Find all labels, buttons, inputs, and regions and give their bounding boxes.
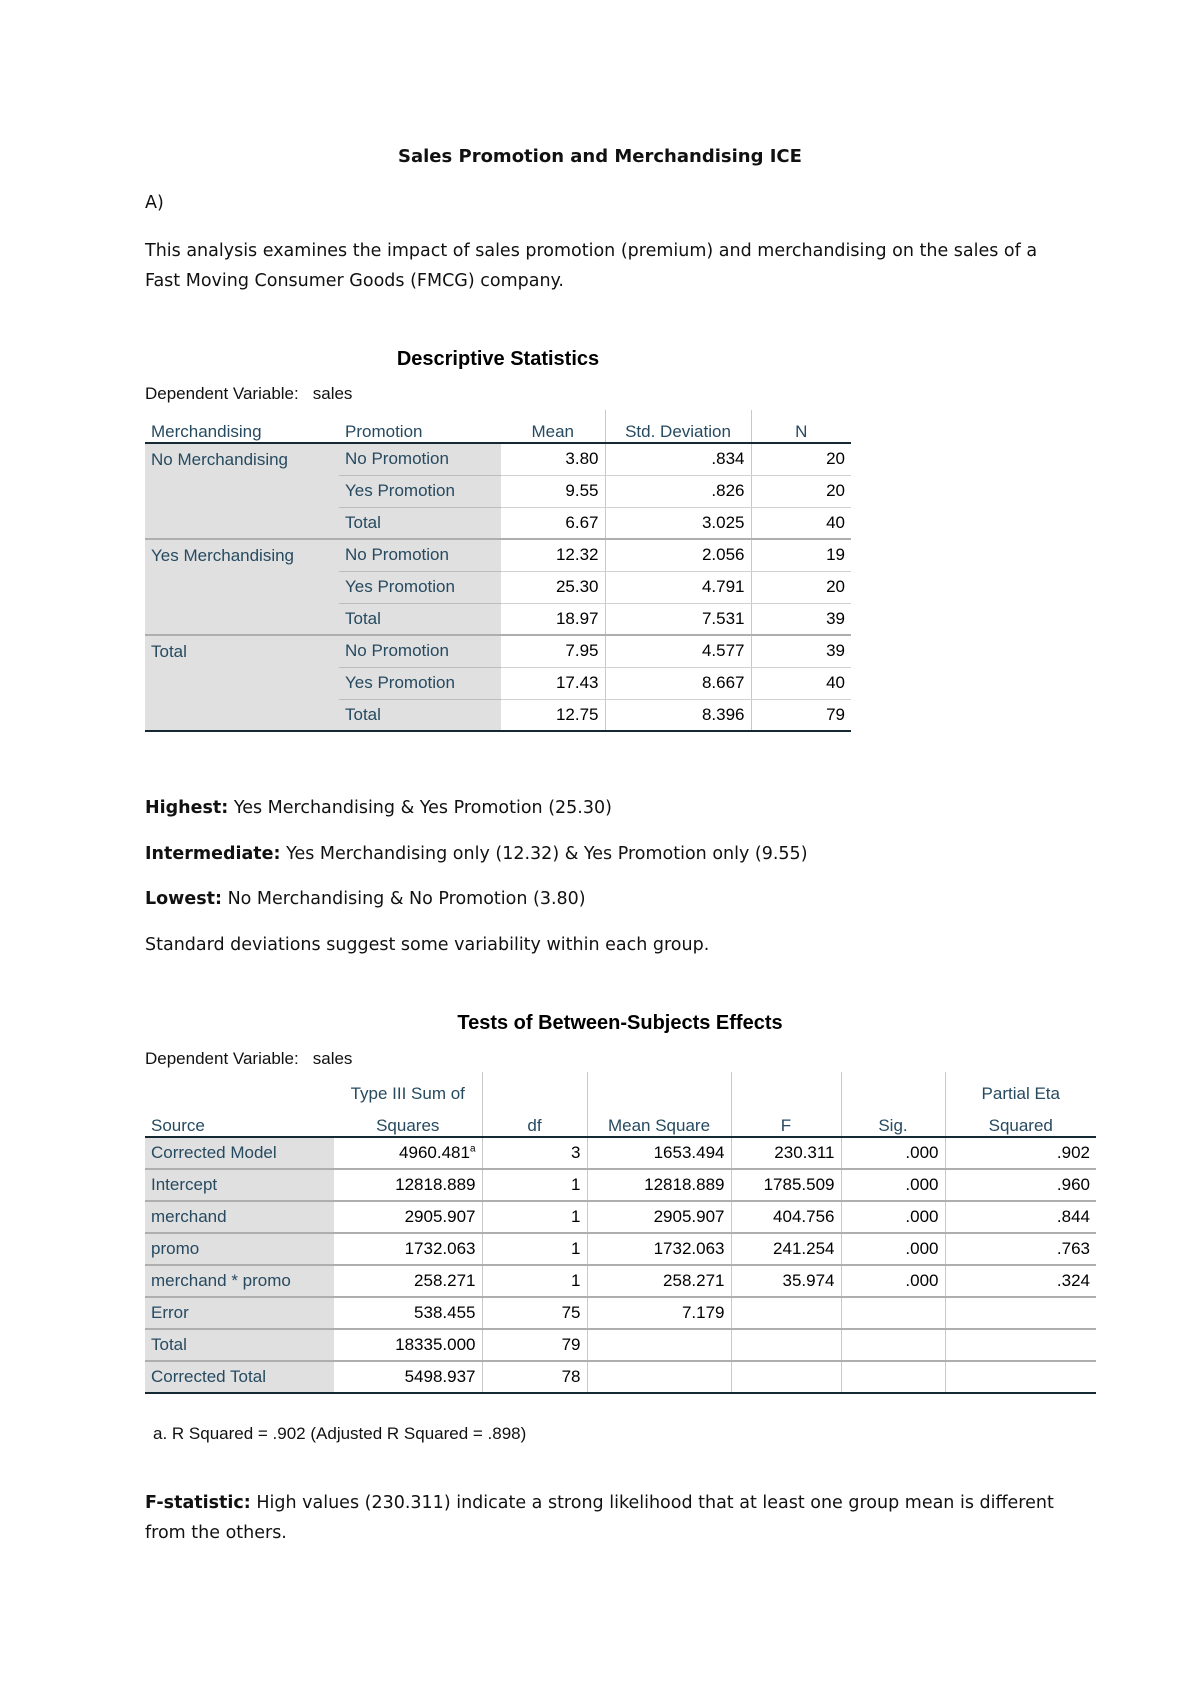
intro-paragraph: This analysis examines the impact of sales promotion (premium) and merchandising on the sales of a Fast Moving Consumer Goods (FMCG) company. (145, 241, 1038, 291)
fstat-label: F-statistic: (145, 1493, 251, 1513)
table-row (145, 635, 851, 667)
n-value: 40 (751, 507, 851, 539)
promotion-label: No Promotion (339, 443, 501, 475)
f-value: 1785.509 (731, 1169, 841, 1201)
descriptive-body (145, 443, 851, 731)
document-title: Sales Promotion and Merchandising ICE (398, 146, 802, 167)
sd-value: 7.531 (605, 603, 751, 635)
ss-value: 12818.889 (334, 1169, 482, 1201)
descriptive-dependent-variable (145, 384, 352, 404)
mean-value: 3.80 (501, 443, 605, 475)
table-row (145, 1233, 1096, 1265)
ms-value (587, 1329, 731, 1361)
f-value: 241.254 (731, 1233, 841, 1265)
f-value: 230.311 (731, 1137, 841, 1169)
promotion-label: No Promotion (339, 539, 501, 571)
eta-value: .960 (945, 1169, 1096, 1201)
dep-var-value: sales (312, 384, 353, 403)
ms-value: 2905.907 (587, 1201, 731, 1233)
sd-value: 4.577 (605, 635, 751, 667)
source-label: Corrected Model (145, 1137, 334, 1169)
group-label: Yes Merchandising (145, 539, 339, 635)
df-value: 3 (482, 1137, 587, 1169)
ss-value: 5498.937 (334, 1361, 482, 1393)
sd-value: 2.056 (605, 539, 751, 571)
source-label: Error (145, 1297, 334, 1329)
eta-value: .763 (945, 1233, 1096, 1265)
table-row (145, 1169, 1096, 1201)
f-value (731, 1329, 841, 1361)
col-header-promotion: Promotion (339, 410, 501, 443)
mean-value: 7.95 (501, 635, 605, 667)
col-header-std-deviation: Std. Deviation (605, 410, 751, 443)
finding-lowest (145, 889, 586, 909)
n-value: 20 (751, 475, 851, 507)
promotion-label: No Promotion (339, 635, 501, 667)
col-header-eta-line1: Partial Eta (945, 1072, 1096, 1104)
f-value (731, 1361, 841, 1393)
n-value: 39 (751, 603, 851, 635)
finding-lowest-label: Lowest: (145, 889, 222, 909)
table-row (145, 539, 851, 571)
mean-value: 12.32 (501, 539, 605, 571)
ms-value: 7.179 (587, 1297, 731, 1329)
table-row (145, 443, 851, 475)
n-value: 40 (751, 667, 851, 699)
finding-lowest-text: No Merchandising & No Promotion (3.80) (222, 889, 586, 909)
table-row (145, 1329, 1096, 1361)
between-subjects-effects-table (145, 1072, 1096, 1394)
col-header-source: Source (145, 1104, 334, 1137)
anova-body (145, 1137, 1096, 1393)
mean-value: 18.97 (501, 603, 605, 635)
f-value (731, 1297, 841, 1329)
source-label: promo (145, 1233, 334, 1265)
df-value: 1 (482, 1169, 587, 1201)
sd-value: 8.396 (605, 699, 751, 731)
n-value: 20 (751, 443, 851, 475)
ms-value: 1732.063 (587, 1233, 731, 1265)
col-header-sig: Sig. (841, 1104, 945, 1137)
promotion-label: Yes Promotion (339, 475, 501, 507)
col-header-n: N (751, 410, 851, 443)
promotion-label: Yes Promotion (339, 571, 501, 603)
col-header-mean: Mean (501, 410, 605, 443)
f-value: 35.974 (731, 1265, 841, 1297)
source-label: merchand (145, 1201, 334, 1233)
finding-highest (145, 798, 612, 818)
sig-value: .000 (841, 1169, 945, 1201)
anova-table-title: Tests of Between-Subjects Effects (457, 1012, 783, 1034)
col-header-eta-line2: Squared (945, 1104, 1096, 1137)
n-value: 20 (751, 571, 851, 603)
eta-value (945, 1329, 1096, 1361)
eta-value: .902 (945, 1137, 1096, 1169)
finding-intermediate-text: Yes Merchandising only (12.32) & Yes Promotion only (9.55) (280, 844, 808, 864)
promotion-label: Total (339, 603, 501, 635)
ms-value: 12818.889 (587, 1169, 731, 1201)
ss-value: 1732.063 (334, 1233, 482, 1265)
col-header-mean-square: Mean Square (587, 1104, 731, 1137)
table-row (145, 1201, 1096, 1233)
sd-value: 3.025 (605, 507, 751, 539)
df-value: 1 (482, 1265, 587, 1297)
df-value: 78 (482, 1361, 587, 1393)
col-header-merchandising: Merchandising (145, 410, 339, 443)
df-value: 1 (482, 1201, 587, 1233)
mean-value: 9.55 (501, 475, 605, 507)
sig-value: .000 (841, 1265, 945, 1297)
sig-value (841, 1361, 945, 1393)
fstat-paragraph (145, 1488, 1065, 1548)
eta-value (945, 1297, 1096, 1329)
group-label: No Merchandising (145, 443, 339, 539)
ss-value: 2905.907 (334, 1201, 482, 1233)
col-header-ss-line2: Squares (334, 1104, 482, 1137)
source-label: merchand * promo (145, 1265, 334, 1297)
sd-value: 8.667 (605, 667, 751, 699)
descriptive-statistics-table (145, 410, 851, 732)
sd-value: 4.791 (605, 571, 751, 603)
group-label: Total (145, 635, 339, 731)
eta-value: .324 (945, 1265, 1096, 1297)
source-label: Intercept (145, 1169, 334, 1201)
mean-value: 6.67 (501, 507, 605, 539)
n-value: 39 (751, 635, 851, 667)
ss-value: 258.271 (334, 1265, 482, 1297)
descriptive-table-title: Descriptive Statistics (396, 348, 600, 370)
finding-highest-label: Highest: (145, 798, 229, 818)
dep-var-label: Dependent Variable: (145, 1049, 299, 1068)
ss-value: 4960.481 (399, 1143, 470, 1162)
sd-value: .826 (605, 475, 751, 507)
promotion-label: Total (339, 699, 501, 731)
col-header-f: F (731, 1104, 841, 1137)
ms-value (587, 1361, 731, 1393)
mean-value: 12.75 (501, 699, 605, 731)
promotion-label: Total (339, 507, 501, 539)
dep-var-label: Dependent Variable: (145, 384, 299, 403)
finding-sd-note: Standard deviations suggest some variability within each group. (145, 935, 710, 955)
col-header-df: df (482, 1104, 587, 1137)
fstat-text: High values (230.311) indicate a strong likelihood that at least one group mean is different from the others. (145, 1493, 1054, 1543)
ms-value: 1653.494 (587, 1137, 731, 1169)
finding-highest-text: Yes Merchandising & Yes Promotion (25.30) (228, 798, 612, 818)
source-label: Total (145, 1329, 334, 1361)
n-value: 19 (751, 539, 851, 571)
ss-value: 18335.000 (334, 1329, 482, 1361)
finding-intermediate (145, 844, 808, 864)
mean-value: 17.43 (501, 667, 605, 699)
n-value: 79 (751, 699, 851, 731)
table-row (145, 1137, 1096, 1169)
ms-value: 258.271 (587, 1265, 731, 1297)
df-value: 75 (482, 1297, 587, 1329)
footnote-marker: a (469, 1143, 476, 1155)
sd-value: .834 (605, 443, 751, 475)
dep-var-value: sales (312, 1049, 353, 1068)
eta-value (945, 1361, 1096, 1393)
source-label: Corrected Total (145, 1361, 334, 1393)
table-row (145, 1361, 1096, 1393)
anova-footnote: a. R Squared = .902 (Adjusted R Squared = .898) (153, 1424, 527, 1443)
anova-dependent-variable (145, 1049, 352, 1069)
eta-value: .844 (945, 1201, 1096, 1233)
finding-intermediate-label: Intermediate: (145, 844, 281, 864)
mean-value: 25.30 (501, 571, 605, 603)
sig-value (841, 1297, 945, 1329)
df-value: 79 (482, 1329, 587, 1361)
df-value: 1 (482, 1233, 587, 1265)
col-header-ss-line1: Type III Sum of (350, 1084, 465, 1103)
promotion-label: Yes Promotion (339, 667, 501, 699)
sig-value: .000 (841, 1233, 945, 1265)
sig-value: .000 (841, 1137, 945, 1169)
table-row (145, 1265, 1096, 1297)
ss-value: 538.455 (334, 1297, 482, 1329)
sig-value: .000 (841, 1201, 945, 1233)
section-label: A) (145, 193, 164, 213)
sig-value (841, 1329, 945, 1361)
f-value: 404.756 (731, 1201, 841, 1233)
table-row (145, 1297, 1096, 1329)
